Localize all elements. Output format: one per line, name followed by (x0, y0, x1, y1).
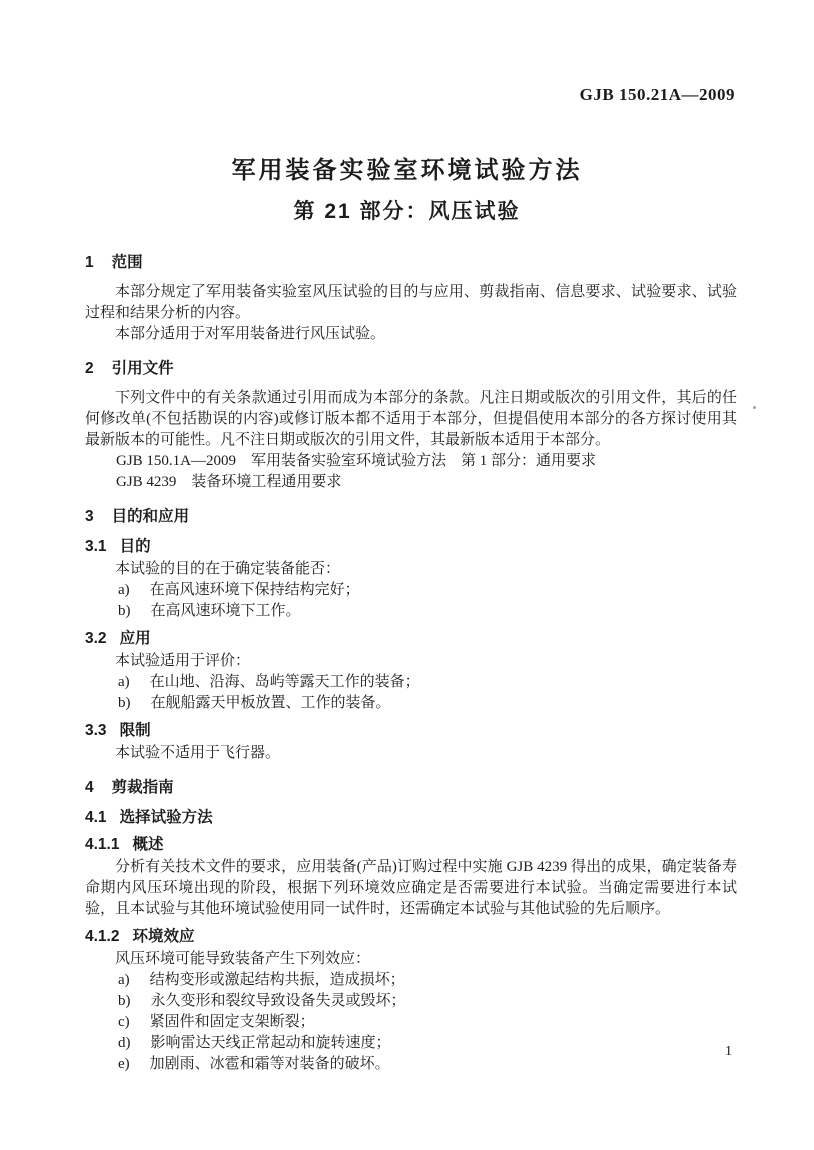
list-item-text: 永久变形和裂纹导致设备失灵或毁坏； (150, 993, 406, 1009)
list-item-label: a) (118, 582, 130, 598)
list-item-label: a) (118, 674, 130, 690)
reference-gjb-150-1a: GJB 150.1A—2009 军用装备实验室环境试验方法 第 1 部分：通用要求 (116, 453, 597, 469)
page-number: 1 (725, 1044, 732, 1059)
section-3-2-number: 3.2 (85, 630, 107, 647)
list-item-label: b) (118, 695, 131, 711)
section-3-1-heading (85, 536, 737, 557)
section-2-heading (85, 358, 737, 379)
section-3-title: 目的和应用 (111, 508, 190, 525)
section-4-heading (85, 777, 737, 798)
section-4-1-heading (85, 807, 737, 828)
list-item (85, 601, 737, 622)
section-3-1-number: 3.1 (85, 538, 107, 555)
list-item-text: 在高风速环境下保持结构完好； (149, 582, 360, 598)
list-item-text: 在高风速环境下工作。 (150, 603, 301, 619)
section-4-1-title: 选择试验方法 (119, 809, 213, 826)
list-item (85, 991, 737, 1012)
section-4-1-2-title: 环境效应 (132, 928, 195, 945)
section-3-3-title: 限制 (119, 722, 151, 739)
section-4-1-1-paragraph: 分析有关技术文件的要求，应用装备(产品)订购过程中实施 GJB 4239 得出的成果，确定装备寿命期内风压环境出现的阶段，根据下列环境效应确定是否需要进行本试验。当确定需要进行本试验，且本试验与其他环境试验使用同一试件时，还需确定本试验与其他试验的先后顺序。 (85, 859, 737, 917)
list-item-text: 在山地、沿海、岛屿等露天工作的装备； (149, 674, 420, 690)
list-item (85, 1033, 737, 1054)
section-3-1-lead: 本试验的目的在于确定装备能否： (115, 561, 341, 577)
list-item-label: b) (118, 993, 131, 1009)
list-item-label: d) (118, 1035, 131, 1051)
list-item (85, 672, 737, 693)
section-4-1-1-title: 概述 (132, 836, 164, 853)
section-2-title: 引用文件 (111, 360, 174, 377)
section-2-paragraph-1: 下列文件中的有关条款通过引用而成为本部分的条款。凡注日期或版次的引用文件，其后的任何修改单(不包括勘误的内容)或修订版本都不适用于本部分，但提倡使用本部分的各方探讨使用其最新版本的可能性。凡不注日期或版次的引用文件，其最新版本适用于本部分。 (85, 390, 737, 448)
title-line-1: 军用装备实验室环境试验方法 (231, 157, 583, 184)
section-1-paragraph-2: 本部分适用于对军用装备进行风压试验。 (115, 326, 386, 342)
list-item-label: a) (118, 972, 130, 988)
list-item-label: e) (118, 1056, 130, 1072)
document-title (0, 150, 814, 225)
list-item (85, 970, 737, 991)
section-1-number: 1 (85, 254, 94, 271)
section-3-1-title: 目的 (119, 538, 151, 555)
list-item-label: b) (118, 603, 131, 619)
section-4-1-2-number: 4.1.2 (85, 928, 120, 945)
section-3-3-heading (85, 720, 737, 741)
list-item-text: 在舰船露天甲板放置、工作的装备。 (150, 695, 391, 711)
list-item (85, 1054, 737, 1075)
section-4-title: 剪裁指南 (111, 779, 174, 796)
reference-gjb-4239: GJB 4239 装备环境工程通用要求 (116, 474, 342, 490)
section-4-number: 4 (85, 779, 94, 796)
list-item (85, 693, 737, 714)
section-3-3-number: 3.3 (85, 722, 107, 739)
list-item-text: 结构变形或激起结构共振，造成损坏； (149, 972, 405, 988)
section-3-2-title: 应用 (119, 630, 151, 647)
section-4-1-1-number: 4.1.1 (85, 836, 120, 853)
section-1-paragraph-1: 本部分规定了军用装备实验室风压试验的目的与应用、剪裁指南、信息要求、试验要求、试验过程和结果分析的内容。 (85, 284, 737, 321)
scan-artifact-dot (753, 406, 756, 409)
list-item (85, 1012, 737, 1033)
list-item-text: 影响雷达天线正常起动和旋转速度； (150, 1035, 391, 1051)
list-item (85, 580, 737, 601)
list-item-label: c) (118, 1014, 130, 1030)
section-4-1-2-heading (85, 926, 737, 947)
title-line-2: 第 21 部分：风压试验 (293, 200, 521, 223)
list-item-text: 紧固件和固定支架断裂； (149, 1014, 315, 1030)
section-3-heading (85, 506, 737, 527)
section-2-number: 2 (85, 360, 94, 377)
section-3-3-paragraph: 本试验不适用于飞行器。 (115, 745, 281, 761)
section-1-heading (85, 252, 737, 273)
section-3-2-lead: 本试验适用于评价： (115, 653, 251, 669)
section-4-1-number: 4.1 (85, 809, 107, 826)
section-1-title: 范围 (111, 254, 143, 271)
document-body (85, 252, 737, 1075)
section-4-1-2-lead: 风压环境可能导致装备产生下列效应： (115, 951, 371, 967)
section-4-1-1-heading (85, 834, 737, 855)
list-item-text: 加剧雨、冰雹和霜等对装备的破坏。 (149, 1056, 390, 1072)
standard-code: GJB 150.21A—2009 (579, 85, 735, 104)
section-3-2-heading (85, 628, 737, 649)
section-3-number: 3 (85, 508, 94, 525)
